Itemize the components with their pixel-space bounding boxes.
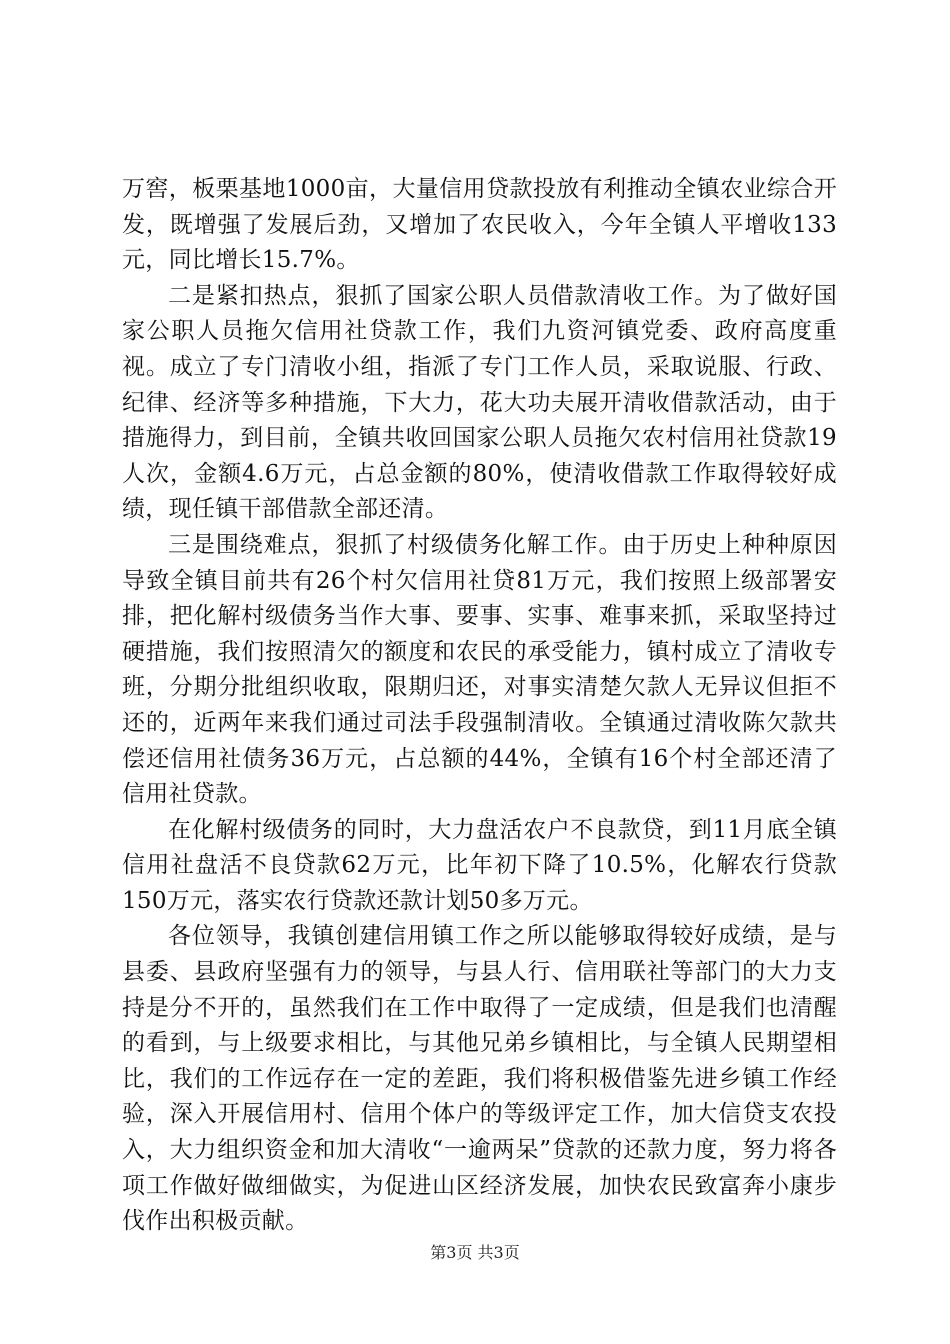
paragraph-bad-loans: 在化解村级债务的同时，大力盘活农户不良款贷，到11月底全镇信用社盘活不良贷款62万元，比年初下降了10.5%，化解农行贷款150万元，落实农行贷款还款计划50多万元。 (122, 816, 837, 914)
paragraph-public-officials-loans: 二是紧扣热点，狠抓了国家公职人员借款清收工作。为了做好国家公职人员拖欠信用社贷款工作，我们九资河镇党委、政府高度重视。成立了专门清收小组，指派了专门工作人员，采取说服、行政、纪律、经济等多种措施，下大力，花大功夫展开清收借款活动，由于措施得力，到目前，全镇共收回国家公职人员拖欠农村信用社贷款19人次，金额4.6万元，占总金额的80%，使清收借款工作取得较好成绩，现任镇干部借款全部还清。 (122, 282, 837, 523)
page-footer: 第3页 共3页 (430, 1243, 520, 1262)
paragraph-village-debt: 三是围绕难点，狠抓了村级债务化解工作。由于历史上种种原因导致全镇目前共有26个村欠信用社贷81万元，我们按照上级部署安排，把化解村级债务当作大事、要事、实事、难事来抓，采取坚持过硬措施，我们按照清欠的额度和农民的承受能力，镇村成立了清收专班，分期分批组织收取，限期归还，对事实清楚欠款人无异议但拒不还的，近两年来我们通过司法手段强制清收。全镇通过清收陈欠款共偿还信用社债务36万元，占总额的44%，全镇有16个村全部还清了信用社贷款。 (122, 531, 837, 808)
paragraph-continuation: 万窖，板栗基地1000亩，大量信用贷款投放有利推动全镇农业综合开发，既增强了发展后劲，又增加了农民收入，今年全镇人平增收133元，同比增长15.7%。 (122, 176, 837, 274)
document-body (122, 172, 837, 1240)
paragraph-conclusion: 各位领导，我镇创建信用镇工作之所以能够取得较好成绩，是与县委、县政府坚强有力的领导，与县人行、信用联社等部门的大力支持是分不开的，虽然我们在工作中取得了一定成绩，但是我们也清醒的看到，与上级要求相比，与其他兄弟乡镇相比，与全镇人民期望相比，我们的工作远存在一定的差距，我们将积极借鉴先进乡镇工作经验，深入开展信用村、信用个体户的等级评定工作，加大信贷支农投入，大力组织资金和加大清收“一逾两呆”贷款的还款力度，努力将各项工作做好做细做实，为促进山区经济发展，加快农民致富奔小康步伐作出积极贡献。 (122, 923, 837, 1235)
